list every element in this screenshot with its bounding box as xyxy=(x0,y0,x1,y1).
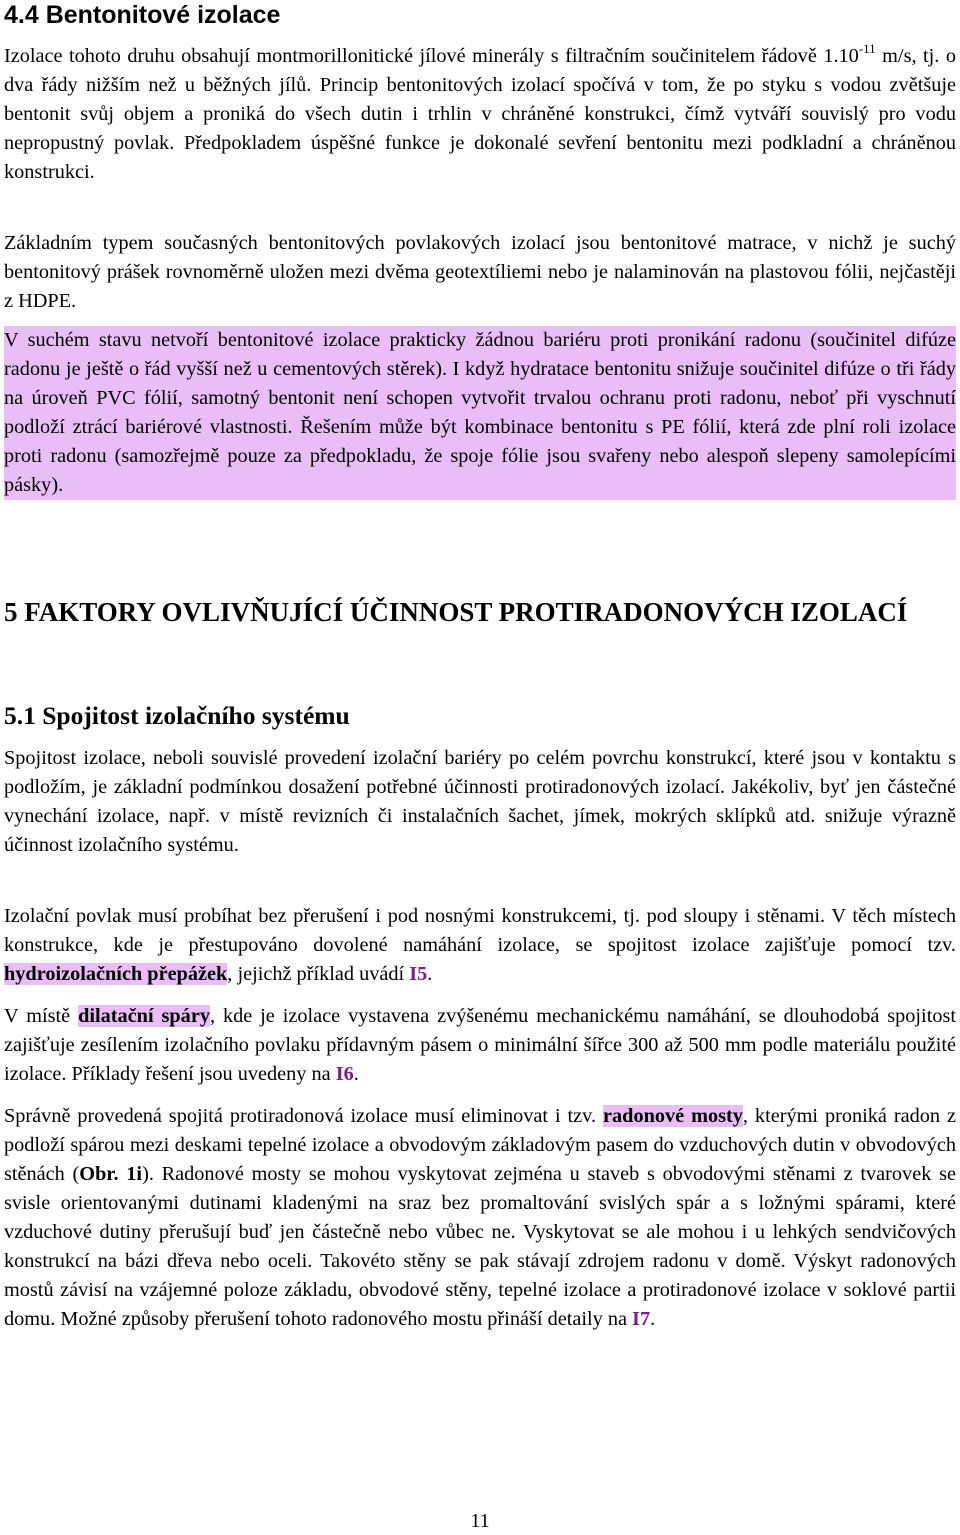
reference-link-i7[interactable]: I7 xyxy=(632,1308,651,1330)
p1-text-b: m/s, tj. o dva řády nižším než u běžných jílů. Princip bentonitových izolací spočívá v tom, že po styku s vodou zvětšuje bentonit svůj objem a proniká do všech dutin i trhlin v chráněné konstrukci, čímž vytváří souvislý pro vodu nepropustný povlak. Předpokladem úspěšné funkce je dokonalé sevření bentonitu mezi podkladní a chráněnou konstrukci. xyxy=(4,45,956,183)
paragraph-radon-bridges xyxy=(4,1102,956,1334)
p6-text-b: , kde je izolace vystavena zvýšenému mechanickému namáhání, se dlouhodobá spojitost zajišťuje zesílením izolačního povlaku přídavným pásem o minimální šířce 300 až 500 mm podle materiálu použité izolace. Příklady řešení jsou uvedeny na xyxy=(4,1005,956,1085)
paragraph-continuity: Spojitost izolace, neboli souvislé provedení izolační bariéry po celém povrchu konstrukcí, které jsou v kontaktu s podložím, je základní podmínkou dosažení potřebné účinnosti protiradonových izolací. Jakékoliv, byť jen částečné vynechání izolace, např. v místě revizních či instalačních šachet, jímek, mokrých sklípků atd. snižuje výrazně účinnost izolačního systému. xyxy=(4,747,956,856)
p1-text-a: Izolace tohoto druhu obsahují montmorillonitické jílové minerály s filtračním součinitelem řádově 1.10 xyxy=(4,45,859,67)
reference-link-i5[interactable]: I5 xyxy=(409,963,428,985)
figure-reference: Obr. 1i xyxy=(79,1163,143,1185)
p1-exponent: -11 xyxy=(858,41,876,56)
term-hydroizolacni-prepazky: hydroizolačních přepážek xyxy=(4,963,228,985)
p5-text-b: , jejichž příklad uvádí xyxy=(227,963,410,985)
paragraph-waterproof-barriers xyxy=(4,902,956,989)
paragraph-highlighted-radon: V suchém stavu netvoří bentonitové izolace prakticky žádnou bariéru proti pronikání radonu (součinitel difúze radonu je ještě o řád vyšší než u cementových stěrek). I když hydratace bentonitu snižuje součinitel difúze o tři řády na úroveň PVC fólií, samotný bentonit není schopen vytvořit trvalou ochranu proti radonu, neboť při vyschnutí podloží ztrácí bariérové vlastnosti. Řešením může být kombinace bentonitu s PE fólií, která zde plní roli izolace proti radonu (samozřejmě pouze za předpokladu, že spoje fólie jsou svařeny nebo alespoň slepeny samolepícími pásky). xyxy=(4,326,956,500)
p7-text-b: , kterými proniká radon z podloží spárou mezi deskami tepelné izolace a obvodovým základovým pasem do vzduchových dutin v obvodových stěnách ( xyxy=(4,1105,956,1185)
chapter-title: 5 FAKTORY OVLIVŇUJÍCÍ ÚČINNOST PROTIRADONOVÝCH IZOLACÍ xyxy=(4,597,908,627)
reference-link-i6[interactable]: I6 xyxy=(335,1063,354,1085)
p7-text-d: . xyxy=(650,1308,656,1330)
term-radonove-mosty: radonové mosty xyxy=(603,1105,743,1127)
p5-text-a: Izolační povlak musí probíhat bez přerušení i pod nosnými konstrukcemi, tj. pod sloupy i stěnami. V těch místech konstrukce, kde je přestupováno dovolené namáhání izolace, se spojitost izolace zajišťuje pomocí tzv. xyxy=(4,905,956,956)
paragraph-bentonite-intro xyxy=(4,42,956,187)
subsection-title: 4.4 Bentonitové izolace xyxy=(4,1,281,29)
paragraph-bentonite-mats: Základním typem současných bentonitových povlakových izolací jsou bentonitové matrace, v nichž je suchý bentonitový prášek rovnoměrně uložen mezi dvěma geotextíliemi nebo je nalaminován na plastovou fólii, nejčastěji z HDPE. xyxy=(4,232,956,312)
page-number: 11 xyxy=(470,1510,490,1532)
paragraph-dilatation-joint xyxy=(4,1002,956,1089)
p6-text-a: V místě xyxy=(4,1005,79,1027)
p7-text-a: Správně provedená spojitá protiradonová izolace musí eliminovat i tzv. xyxy=(4,1105,604,1127)
term-dilatacni-spary: dilatační spáry xyxy=(78,1005,210,1027)
p7-text-c: ). Radonové mosty se mohou vyskytovat zejména u staveb s obvodovými stěnami z tvarovek se svisle orientovanými dutinami kladenými na sraz bez promaltování svislých spár a s ložnými spárami, které vzduchové dutiny přerušují buď jen částečně nebo vůbec ne. Vyskytovat se ale mohou i u lehkých sendvičových konstrukcí na bázi dřeva nebo oceli. Takovéto stěny se pak stávají zdrojem radonu v domě. Výskyt radonových mostů závisí na vzájemné poloze základu, obvodové stěny, tepelné izolace a protiradonové izolace v soklové partii domu. Možné způsoby přerušení tohoto radonového mostu přináší detaily na xyxy=(4,1163,956,1330)
p6-text-c: . xyxy=(353,1063,359,1085)
p5-text-c: . xyxy=(427,963,433,985)
section-title: 5.1 Spojitost izolačního systému xyxy=(4,701,350,730)
